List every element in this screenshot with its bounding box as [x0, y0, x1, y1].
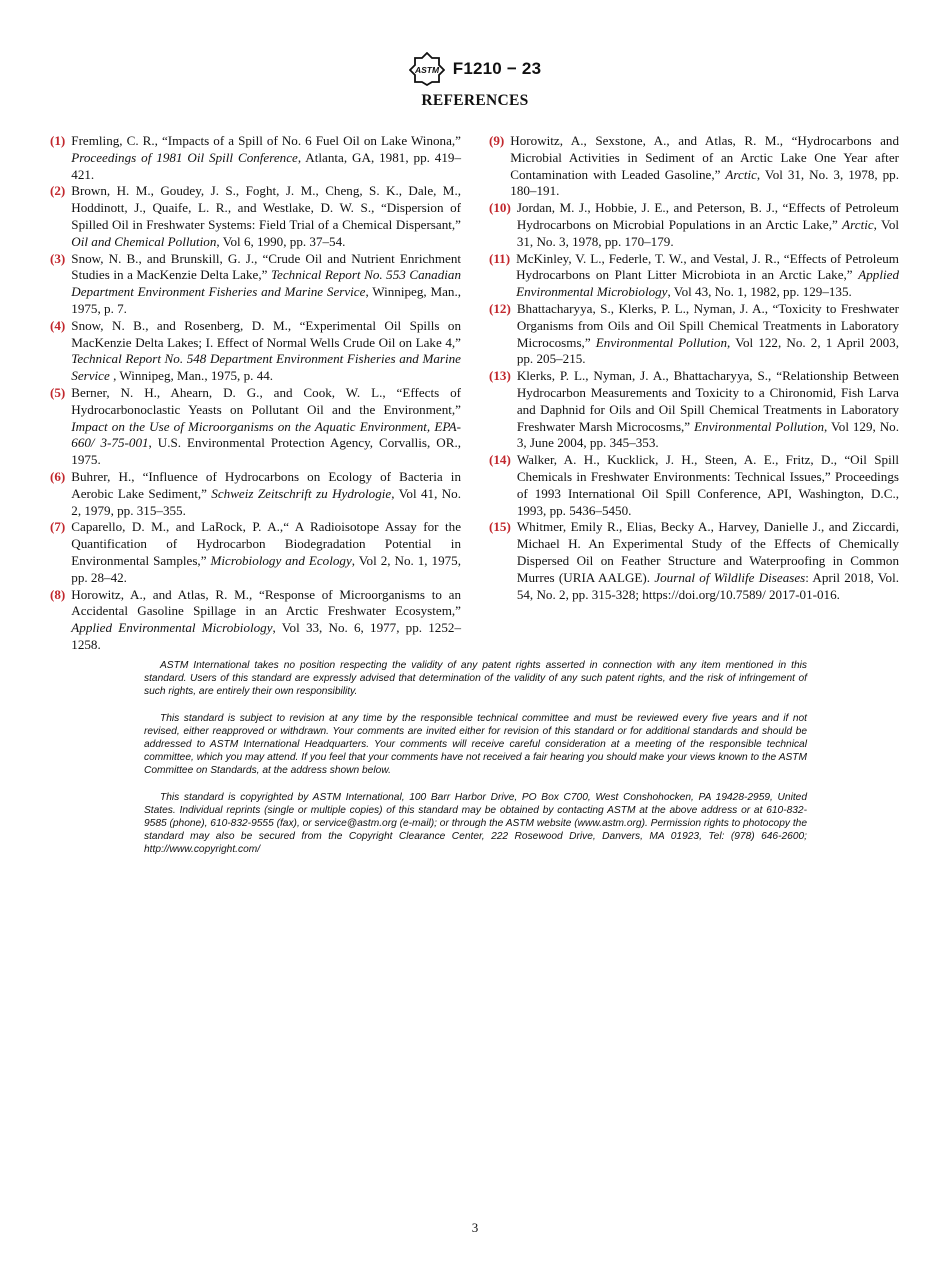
- reference-entry: [50, 587, 461, 654]
- reference-source-title: Proceedings of 1981 Oil Spill Conference: [71, 149, 298, 165]
- reference-number: (7): [50, 519, 66, 535]
- reference-text-segment: , Vol 31, No. 3, 1978, pp. 170–179.: [516, 216, 900, 249]
- reference-text: [516, 251, 899, 301]
- reference-entry: [50, 318, 461, 385]
- reference-source-title: Microbiology and Ecology: [210, 552, 352, 568]
- reference-source-title: Technical Report No. 553 Canadian Department Environment Fisheries and Marine Service: [71, 267, 461, 300]
- reference-source-title: Technical Report No. 548 Department Environment Fisheries and Marine Service: [71, 351, 461, 384]
- reference-entry: [50, 251, 461, 318]
- reference-number: (13): [489, 368, 511, 384]
- reference-text: [71, 587, 461, 654]
- reference-entry: [50, 133, 461, 183]
- reference-text-segment: Bhattacharyya, S., Klerks, P. L., Nyman, J. A., “Toxicity to Freshwater Organisms from Oils and Oil Spill Chemical Treatments in Laboratory Microcosms,”: [516, 300, 899, 350]
- reference-text-segment: Jordan, M. J., Hobbie, J. E., and Peterson, B. J., “Effects of Petroleum Hydrocarbons on Microbial Populations in an Arctic Lake,”: [516, 200, 899, 232]
- reference-number: (1): [50, 133, 66, 148]
- reference-text-segment: Brown, H. M., Goudey, J. S., Foght, J. M., Cheng, S. K., Dale, M., Hoddinott, J., Quaife, L. R., and Westlake, D. W. S., “Dispersion of Spilled Oil in Freshwater Systems: Field Trial of a Chemical Dispersant,”: [71, 183, 461, 232]
- reference-text: [510, 133, 899, 200]
- reference-source-title: Arctic: [725, 166, 757, 182]
- reference-number: (11): [489, 250, 511, 266]
- reference-text-segment: Fremling, C. R., “Impacts of a Spill of No. 6 Fuel Oil on Lake Winona,”: [71, 133, 461, 148]
- reference-entry: [50, 519, 461, 586]
- reference-entry: [50, 469, 461, 519]
- reference-text-segment: , Winnipeg, Man., 1975, p. 7.: [71, 284, 462, 316]
- reference-entry: [489, 251, 899, 301]
- reference-entry: [50, 183, 461, 250]
- reference-text-segment: , U.S. Environmental Protection Agency, Corvallis, OR., 1975.: [71, 435, 461, 468]
- reference-text-segment: : April 2018, Vol. 54, No. 2, pp. 315-328; https://doi.org/10.7589/ 2017-01-016.: [516, 569, 899, 602]
- document-id: F1210 − 23: [452, 59, 542, 78]
- reference-text: [71, 469, 461, 519]
- astm-logo-icon: [409, 52, 445, 86]
- reference-source-title: Journal of Wildlife Diseases: [654, 569, 806, 585]
- reference-source-title: Applied Environmental Microbiology: [516, 267, 899, 300]
- reference-text-segment: Buhrer, H., “Influence of Hydrocarbons on Ecology of Bacteria in Aerobic Lake Sediment,”: [71, 468, 461, 501]
- reference-source-title: Impact on the Use of Microorganisms on the Aquatic Environment, EPA-660/ 3-75-001: [71, 418, 461, 451]
- reference-text: [517, 301, 899, 368]
- reference-text-segment: Horowitz, A., and Atlas, R. M., “Response of Microorganisms to an Accidental Gasoline Spillage in an Arctic Freshwater Ecosystem,”: [71, 586, 461, 619]
- reference-source-title: Arctic: [842, 216, 874, 232]
- reference-text-segment: Horowitz, A., Sexstone, A., and Atlas, R. M., “Hydrocarbons and Microbial Activities in Sediment of an Arctic Lake One Year after Contamination with Leaded Gasoline,”: [510, 133, 899, 182]
- reference-text-segment: Walker, A. H., Kucklick, J. H., Steen, A. E., Fritz, D., “Oil Spill Chemicals in Freshwater Environments: Technical Issues,” Proceedings of 1993 International Oil Spill Conference, API, Washington, D.C., 1993, pp. 5436–5450.: [516, 452, 899, 518]
- reference-text-segment: , Atlanta, GA, 1981, pp. 419–421.: [71, 149, 461, 182]
- reference-number: (6): [50, 468, 66, 484]
- reference-text: [71, 183, 461, 250]
- reference-entry: [489, 133, 899, 200]
- references-left-column: [50, 133, 461, 654]
- reference-source-title: Environmental Pollution: [694, 418, 825, 434]
- revision-notice: This standard is subject to revision at any time by the responsible technical committee and must be reviewed every five years and if not revised, either reapproved or withdrawn. Your comments are invited either for revision of this standard or for additional standards and should be addressed to ASTM International Headquarters. Your comments will receive careful consideration at a meeting of the responsible technical committee, which you may attend. If you feel that your comments have not received a fair hearing you should make your views known to the ASTM Committee on Standards, at the address shown below.: [144, 713, 807, 776]
- reference-entry: [489, 368, 899, 452]
- reference-source-title: Environmental Pollution: [595, 334, 728, 350]
- reference-text-segment: , Vol 129, No. 3, June 2004, pp. 345–353.: [516, 418, 899, 451]
- reference-number: (10): [489, 200, 511, 216]
- reference-text-segment: Whitmer, Emily R., Elias, Becky A., Harvey, Danielle J., and Ziccardi, Michael H. An Experimental Study of the Effects of Chemically Dispersed Oil on Feather Structure and Waterproofing in Common Murres (URIA AALGE).: [516, 519, 899, 585]
- legal-notices: [144, 659, 807, 870]
- reference-entry: [489, 452, 899, 519]
- reference-text: [71, 318, 461, 385]
- reference-text-segment: , Vol 6, 1990, pp. 37–54.: [216, 233, 346, 249]
- reference-number: (5): [50, 384, 66, 400]
- references-right-column: [489, 133, 899, 603]
- reference-source-title: Oil and Chemical Pollution: [71, 233, 217, 249]
- reference-text-segment: , Vol 31, No. 3, 1978, pp. 180–191.: [510, 166, 899, 199]
- reference-number: (8): [50, 586, 66, 602]
- reference-entry: [489, 200, 899, 250]
- reference-number: (2): [50, 183, 66, 199]
- reference-text: [517, 452, 899, 519]
- reference-source-title: Schweiz Zeitschrift zu Hydrologie: [211, 485, 392, 501]
- reference-number: (12): [489, 300, 511, 316]
- reference-text-segment: Caparello, D. M., and LaRock, P. A.,“ A Radioisotope Assay for the Quantification of Hydrocarbon Biodegradation Potential in Environmental Samples,”: [71, 519, 461, 568]
- reference-number: (3): [50, 250, 66, 266]
- reference-text-segment: , Vol 41, No. 2, 1979, pp. 315–355.: [71, 485, 461, 518]
- reference-number: (9): [489, 133, 505, 148]
- section-title: REFERENCES: [421, 92, 529, 109]
- reference-text-segment: , Vol 33, No. 6, 1977, pp. 1252–1258.: [71, 620, 461, 652]
- reference-text-segment: , Vol 2, No. 1, 1975, pp. 28–42.: [71, 552, 461, 585]
- reference-text-segment: Berner, N. H., Ahearn, D. G., and Cook, W. L., “Effects of Hydrocarbonoclastic Yeasts on Pollutant Oil and the Environment,”: [71, 384, 461, 417]
- reference-text: [517, 519, 899, 603]
- copyright-notice: This standard is copyrighted by ASTM International, 100 Barr Harbor Drive, PO Box C700, West Conshohocken, PA 19428-2959, United States. Individual reprints (single or multiple copies) of this standard may be obtained by contacting ASTM at the above address or at 610-832-9585 (phone), 610-832-9555 (fax), or service@astm.org (e-mail); or through the ASTM website (www.astm.org). Permission rights to photocopy the standard may also be secured from the Copyright Clearance Center, 222 Rosewood Drive, Danvers, MA 01923, Tel: (978) 646-2600; http://www.copyright.com/: [144, 792, 807, 855]
- reference-text-segment: McKinley, V. L., Federle, T. W., and Vestal, J. R., “Effects of Petroleum Hydrocarbons on Plant Litter Microbiota in an Arctic Lake,”: [516, 250, 899, 283]
- reference-text: [71, 251, 461, 318]
- reference-entry: [50, 385, 461, 469]
- reference-text: [71, 385, 461, 469]
- reference-text: [71, 519, 461, 586]
- reference-number: (14): [489, 452, 511, 468]
- reference-source-title: Applied Environmental Microbiology: [71, 620, 273, 636]
- reference-text-segment: , Vol 122, No. 2, 1 April 2003, pp. 205–215.: [516, 334, 899, 367]
- reference-text: [71, 133, 461, 183]
- reference-text-segment: Klerks, P. L., Nyman, J. A., Bhattacharyya, S., “Relationship Between Hydrocarbon Measurements and Toxicity to a Chironomid, Fish Larva and Daphnid for Oils and Oil Spill Chemical Treatments in Laboratory Freshwater Marsh Microcosms,”: [516, 368, 899, 434]
- page-number: 3: [471, 1220, 479, 1235]
- page-header: [0, 52, 950, 86]
- svg-text:ASTM: ASTM: [414, 65, 439, 75]
- reference-entry: [489, 301, 899, 368]
- reference-text-segment: , Winnipeg, Man., 1975, p. 44.: [109, 368, 274, 384]
- reference-number: (15): [489, 519, 511, 535]
- reference-text-segment: , Vol 43, No. 1, 1982, pp. 129–135.: [667, 284, 852, 300]
- reference-text-segment: Snow, N. B., and Rosenberg, D. M., “Experimental Oil Spills on MacKenzie Delta Lakes; I. Effect of Normal Wells Crude Oil on Lake 4,”: [71, 317, 461, 350]
- patent-notice: ASTM International takes no position respecting the validity of any patent rights asserted in connection with any item mentioned in this standard. Users of this standard are expressly advised that determination of the validity of any such patent rights, and the risk of infringement of such rights, are entirely their own responsibility.: [144, 660, 807, 697]
- reference-text-segment: Snow, N. B., and Brunskill, G. J., “Crude Oil and Nutrient Enrichment Studies in a MacKenzie Delta Lake,”: [71, 250, 461, 283]
- reference-entry: [489, 519, 899, 603]
- reference-number: (4): [50, 317, 66, 333]
- reference-text: [517, 200, 899, 250]
- reference-text: [517, 368, 899, 452]
